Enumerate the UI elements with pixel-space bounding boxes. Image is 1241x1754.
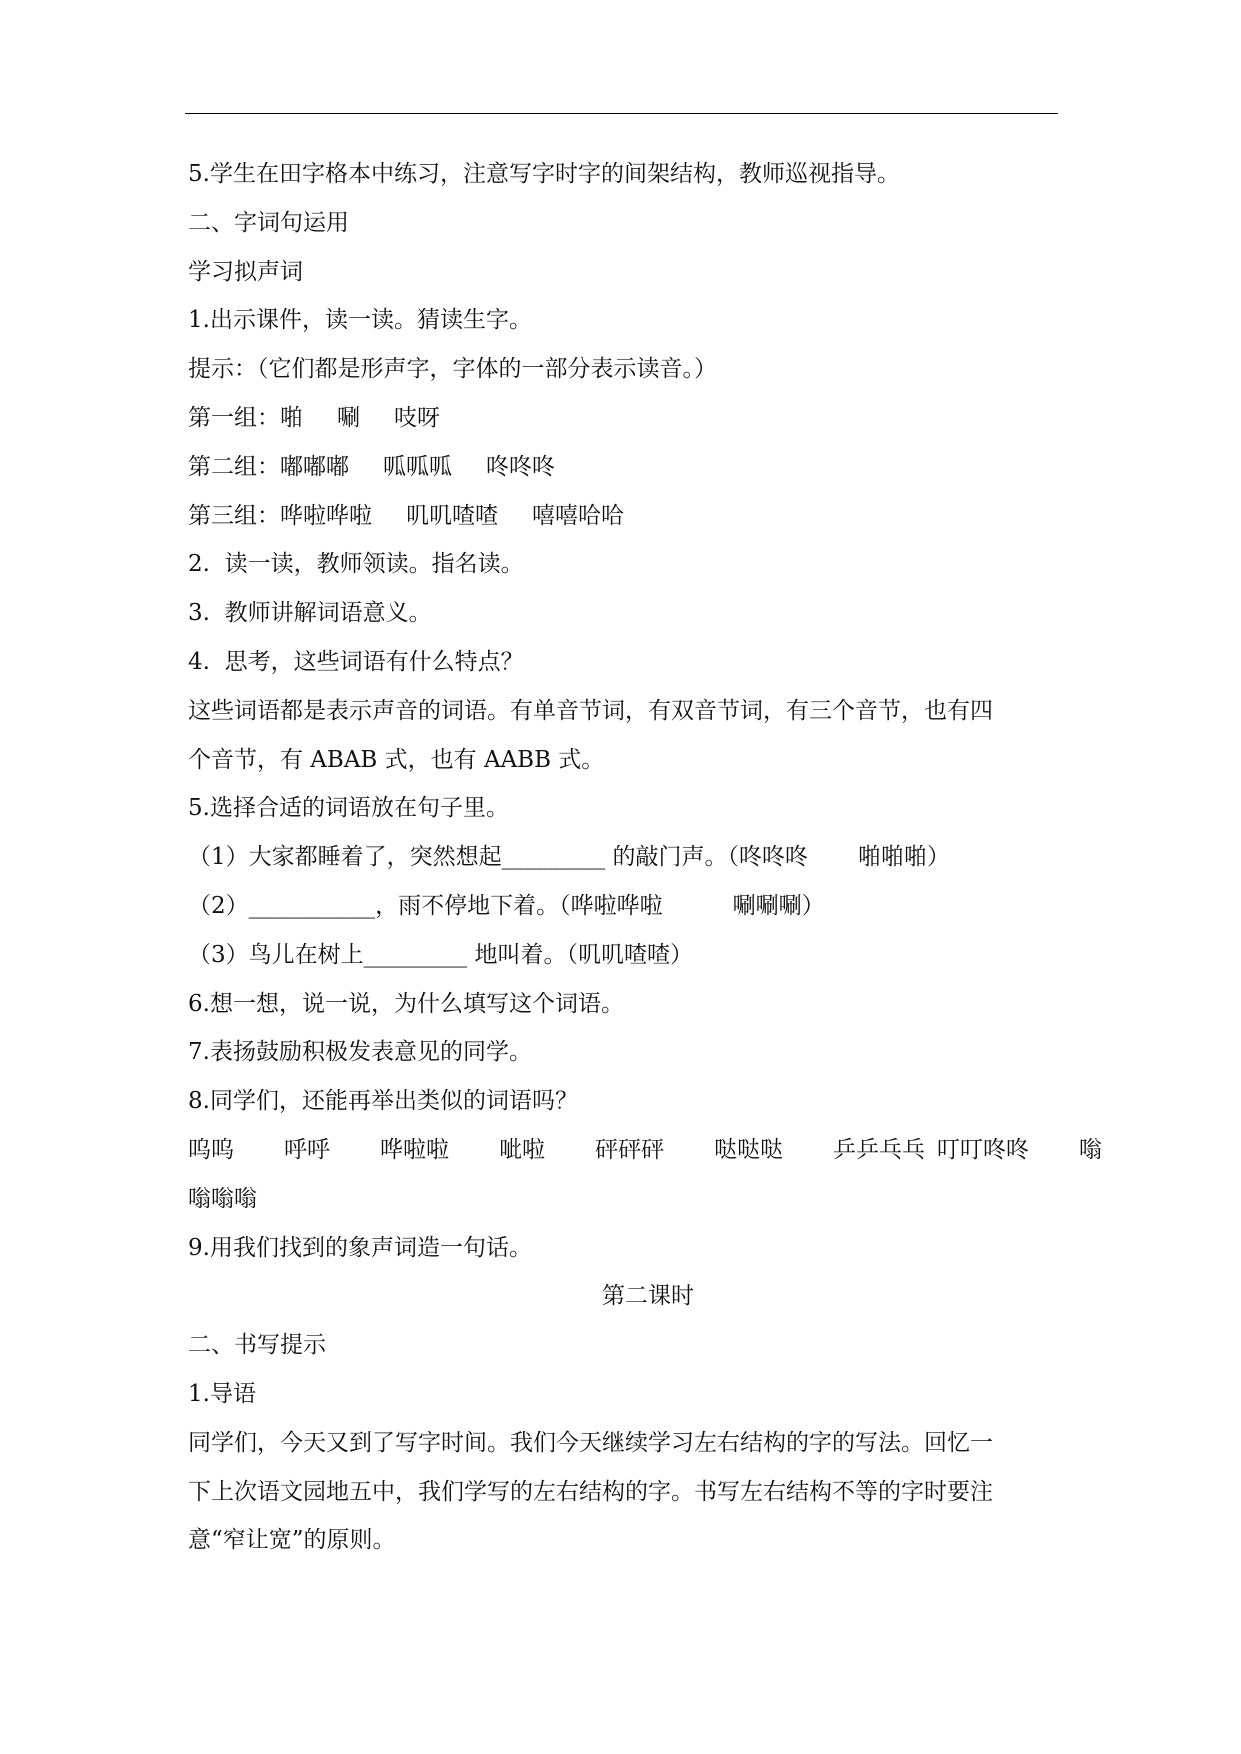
word: 咚咚咚: [486, 453, 555, 480]
paragraph: 2. 读一读，教师领读。指名读。: [188, 551, 524, 578]
word: 呜呜: [188, 1136, 234, 1163]
paragraph: 5.学生在田字格本中练习，注意写字时字的间架结构，教师巡视指导。: [188, 161, 900, 187]
word: 砰砰砰: [595, 1136, 664, 1163]
paragraph: 下上次语文园地五中，我们学写的左右结构的字。书写左右结构不等的字时要注: [188, 1478, 993, 1505]
sentence-option: 唰唰唰）: [732, 892, 825, 919]
word-group-1: [188, 394, 1058, 443]
section-heading: 二、书写提示: [188, 1332, 326, 1359]
exercise-sentence-1: [188, 833, 1058, 882]
group-label: 第一组：: [188, 404, 280, 431]
paragraph: 同学们，今天又到了写字时间。我们今天继续学习左右结构的字的写法。回忆一: [188, 1429, 993, 1456]
word: 啪: [280, 404, 303, 431]
word: 呱呱呱: [383, 453, 452, 480]
subheading: 1.导语: [188, 1380, 256, 1407]
subheading: 学习拟声词: [188, 258, 303, 285]
word: 唰: [337, 404, 360, 431]
paragraph: 8.同学们，还能再举出类似的词语吗？: [188, 1088, 578, 1115]
word: 哗啦哗啦: [280, 502, 372, 529]
sentence-option: 啪啪啪）: [857, 844, 950, 871]
sentence-text: （1）大家都睡着了，突然想起_________ 的敲门声。（咚咚咚: [188, 844, 808, 871]
paragraph: 提示：（它们都是形声字，字体的一部分表示读音。）: [188, 356, 717, 383]
exercise-sentence-2: [188, 882, 1058, 931]
section-heading: 二、字词句运用: [188, 209, 349, 236]
example-words: [188, 1126, 1102, 1175]
paragraph: 7.表扬鼓励积极发表意见的同学。: [188, 1039, 532, 1066]
word: 乒乒乓乓: [833, 1136, 925, 1163]
paragraph: 这些词语都是表示声音的词语。有单音节词，有双音节词，有三个音节，也有四: [188, 697, 993, 724]
sentence-text: （2）___________，雨不停地下着。（哗啦哗啦: [188, 892, 663, 919]
word: 嗡: [1079, 1136, 1102, 1163]
lesson-title: 第二课时: [602, 1283, 694, 1310]
paragraph: 3. 教师讲解词语意义。: [188, 600, 432, 627]
word-group-2: [188, 443, 1058, 492]
paragraph: 意“窄让宽”的原则。: [188, 1527, 396, 1554]
paragraph: 4. 思考，这些词语有什么特点？: [188, 648, 524, 675]
word-group-3: [188, 492, 1058, 541]
word: 呲啦: [499, 1136, 545, 1163]
paragraph: 个音节，有 ABAB 式，也有 AABB 式。: [188, 746, 605, 773]
paragraph: 1.出示课件，读一读。猜读生字。: [188, 307, 532, 334]
word: 叮叮咚咚: [937, 1136, 1029, 1163]
header-rule: [185, 113, 1058, 114]
word: 嘻嘻哈哈: [532, 502, 624, 529]
word: 嘟嘟嘟: [280, 453, 349, 480]
word: 呼呼: [284, 1136, 330, 1163]
word: 哗啦啦: [380, 1136, 449, 1163]
exercise-sentence-3: （3）鸟儿在树上_________ 地叫着。（叽叽喳喳）: [188, 941, 693, 968]
group-label: 第二组：: [188, 453, 280, 480]
word: 吱呀: [394, 404, 440, 431]
paragraph: 5.选择合适的词语放在句子里。: [188, 795, 509, 822]
word: 哒哒哒: [714, 1136, 783, 1163]
paragraph: 9.用我们找到的象声词造一句话。: [188, 1234, 532, 1261]
paragraph: 6.想一想，说一说，为什么填写这个词语。: [188, 990, 624, 1017]
word: 叽叽喳喳: [406, 502, 498, 529]
document-body: [188, 150, 1102, 1565]
example-words-cont: 嗡嗡嗡: [188, 1185, 257, 1212]
group-label: 第三组：: [188, 502, 280, 529]
